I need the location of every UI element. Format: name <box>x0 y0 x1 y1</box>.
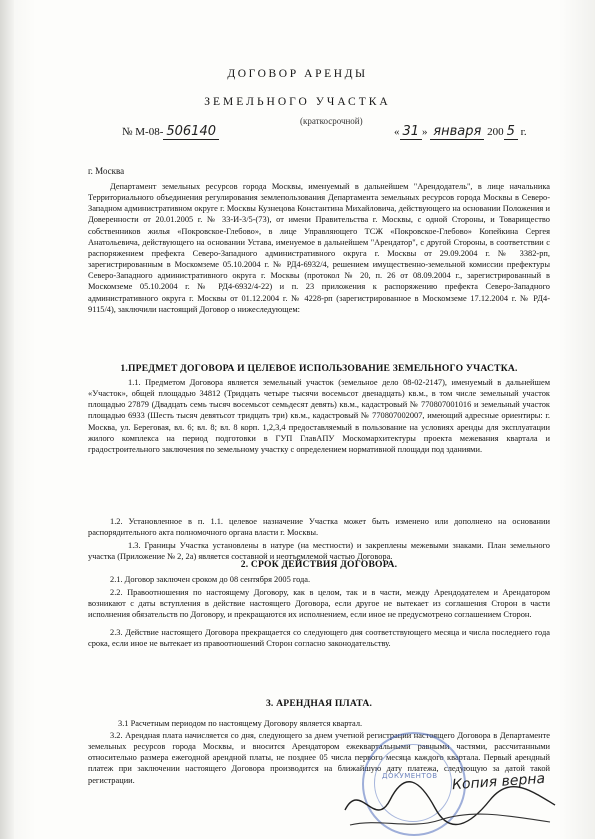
section3-heading: 3. АРЕНДНАЯ ПЛАТА. <box>265 698 373 709</box>
section1-paragraph-3: 1.3. Границы Участка установлены в натуре (на местности) и закреплены межевыми знаками. План земельного участка (Приложение № 2, 2а) является составной и неотъемлемой частью Договора. <box>88 541 550 562</box>
city: г. Москва <box>88 166 125 176</box>
contract-date <box>394 124 527 140</box>
section2-paragraph-1: 2.1. Договор заключен сроком до 08 сентября 2005 года. <box>110 575 311 584</box>
scan-edge <box>0 0 14 839</box>
document-title-line2: ЗЕМЕЛЬНОГО УЧАСТКА <box>204 96 391 108</box>
date-suffix: г. <box>520 126 527 138</box>
section1-paragraph-1: 1.1. Предметом Договора является земельный участок (земельное дело 08-02-2147), именуемый в дальнейшем «Участок», общей площадью 34812 (Тридцать четыре тысячи восемьсот двенадцать) кв.м., в том числе земельный участок площадью 27879 (Двадцать семь тысяч восемьсот семьдесят девять) кв.м., кадастровый № 770807001016 и земельный участок площадью 6933 (Шесть тысяч девятьсот тридцать три) кв.м., кадастровый № 770807002007, имеющий адресные ориентиры: г. Москва, ул. Береговая, вл. 6; вл. 8; вл. 8 корп. 1,2,3,4 предоставляемый в пользование на условиях аренды для эксплуатации жилого комплекса на период подготовки в ГУП ГлавАПУ Москомархитектуры проекта межевания квартала и градостроительного заключения по земельному участку с определением нормативной площади под зданиями. <box>88 378 550 454</box>
date-month: января <box>430 124 484 140</box>
section1-heading: 1.ПРЕДМЕТ ДОГОВОРА И ЦЕЛЕВОЕ ИСПОЛЬЗОВАНИЕ ЗЕМЕЛЬНОГО УЧАСТКА. <box>120 363 518 374</box>
stamp-text: ДОКУМЕНТОВ <box>382 772 438 780</box>
date-year-prefix: 200 <box>487 126 504 138</box>
date-year-digit: 5 <box>504 124 518 140</box>
contract-number-handwritten: 506140 <box>163 124 219 140</box>
section1-paragraph-2: 1.2. Установленное в п. 1.1. целевое назначение Участка может быть изменено или дополнено на основании распорядительного акта полномочного органа власти г. Москвы. <box>88 517 550 538</box>
date-day: 31 <box>400 124 423 140</box>
document-title: ДОГОВОР АРЕНДЫ <box>227 68 368 80</box>
contract-number <box>122 124 219 140</box>
certified-copy-note: Копия верна <box>451 770 546 794</box>
section3-paragraph-2: 3.2. Арендная плата начисляется со дня, следующего за днем учетной регистрации настоящего Договора в Департаменте земельных ресурсов города Москвы, и вносится Арендатором ежеквартальными равными частями, рассчитанными относительно размера ежегодной арендной платы, не позднее 05 числа первого месяца каждого квартала. Первый арендный платеж при заключении настоящего Договора производится на ближайшую дату платежа, следующую за датой такой регистрации. <box>88 731 550 785</box>
section2-paragraph-2: 2.2. Правоотношения по настоящему Договору, как в целом, так и в части, между Арендодателем и Арендатором возникают с даты вступления в действие настоящего Договора, если другое не вытекает из соглашения Сторон в части исполнения обязательств по Договору, и прекращаются их исполнением, если иное не предусмотрено соглашением Сторон. <box>88 588 550 620</box>
document-subtitle: (краткосрочной) <box>300 116 363 126</box>
section2-paragraph-3: 2.3. Действие настоящего Договора прекращается со следующего дня соответствующего месяца и числа последнего года срока, если иное не вытекает из правоотношений Сторон согласно законодательству. <box>88 628 550 649</box>
contract-number-prefix: № М-08- <box>122 126 164 138</box>
intro-paragraph: Департамент земельных ресурсов города Москвы, именуемый в дальнейшем "Арендодатель", в лице начальника Территориального объединения регулирования землепользования Департамента земельных ресурсов города Москвы в Северо-Западном административном округе г. Москвы Кузнецова Константина Михайловича, действующего на основании Положения и Доверенности от 20.01.2005 г. № 33-И-3/5-(73), от имени Правительства г. Москвы, с одной Стороны, и Товарищество собственников жилья «Покровское-Глебово», в лице Управляющего ТСЖ «Покровское-Глебово» Копейкина Сергея Анатольевича, действующего на основании Устава, именуемое в дальнейшем "Арендатор", с другой Стороны, в соответствии с распоряжением префекта Северо-Западного административного округа г. Москвы от 29.09.2004 г. № 3382-рп, зарегистрированным в Москомземе 05.10.2004 г. № РД4-6932/4, решением имущественно-земельной комиссии префектуры Северо-Западного административного округа г. Москвы (протокол № 20, п. 26 от 08.09.2004 г., зарегистрированный в Москомземе 05.10.2004 г. № РД4-6932/4-22) и п. 23 приложения к распоряжению префекта Северо-Западного административного округа г. Москвы от 01.12.2004 г. № 4228-рп (зарегистрированное в Москомземе 17.12.2004 г. № РД4-9115/4), заключили настоящий Договор о нижеследующем: <box>88 182 550 314</box>
date-open-quote: « <box>394 126 400 138</box>
date-close-quote: » <box>422 126 428 138</box>
section3-paragraph-1: 3.1 Расчетным периодом по настоящему Договору является квартал. <box>118 719 363 728</box>
section2-heading: 2. СРОК ДЕЙСТВИЯ ДОГОВОРА. <box>240 559 398 570</box>
